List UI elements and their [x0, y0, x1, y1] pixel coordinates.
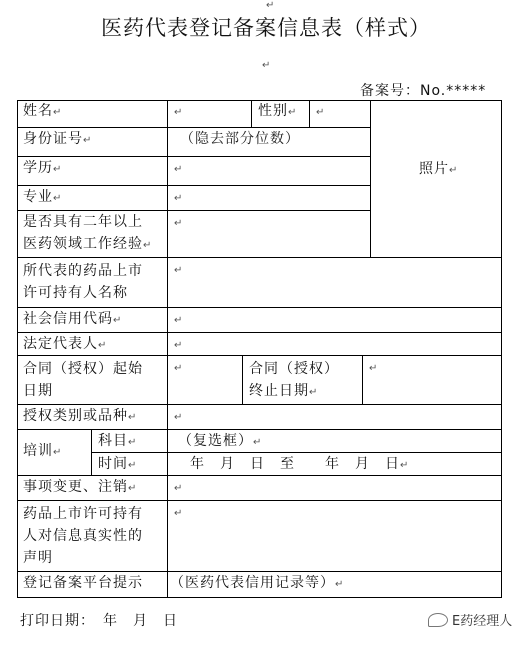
photo-label: 照片	[419, 161, 449, 177]
name-label: 姓名↵	[17, 100, 168, 128]
contract-start-label: 合同（授权）起始 日期	[17, 356, 168, 405]
watermark: E药经理人	[428, 610, 512, 629]
photo-box: 照片↵	[371, 100, 502, 258]
paragraph-mark: ↵	[262, 60, 271, 71]
name-value: ↵	[168, 100, 252, 128]
credit-code-value: ↵	[168, 308, 502, 333]
subject-value: （复选框）↵	[168, 430, 502, 453]
subject-label: 科目↵	[92, 430, 168, 453]
mah-name-label: 所代表的药品上市 许可持有人名称	[17, 258, 168, 308]
id-number-hint: （隐去部分位数）	[168, 128, 371, 157]
experience-value: ↵	[168, 211, 371, 258]
id-number-label: 身份证号↵	[17, 128, 168, 157]
legal-rep-value: ↵	[168, 333, 502, 356]
legal-rep-label: 法定代表人↵	[17, 333, 168, 356]
time-label: 时间↵	[92, 453, 168, 476]
training-label: 培训↵	[17, 430, 92, 476]
paragraph-mark: ↵	[266, 0, 275, 11]
credit-code-label: 社会信用代码↵	[17, 308, 168, 333]
record-number: 备案号：No.*****	[360, 83, 487, 99]
wechat-icon	[428, 613, 448, 627]
platform-hint: （医药代表信用记录等）↵	[170, 575, 345, 591]
education-label: 学历↵	[17, 157, 168, 186]
changes-label: 事项变更、注销↵	[17, 476, 168, 501]
changes-value: ↵	[168, 476, 502, 501]
auth-category-value: ↵	[168, 405, 502, 430]
major-label: 专业↵	[17, 186, 168, 211]
contract-end-value: ↵	[363, 356, 502, 405]
education-value: ↵	[168, 157, 371, 186]
contract-end-label: 合同（授权） 终止日期↵	[243, 356, 363, 405]
page-title: 医药代表登记备案信息表（样式）	[101, 16, 431, 40]
auth-category-label: 授权类别或品种↵	[17, 405, 168, 430]
platform-label: 登记备案平台提示	[17, 572, 168, 598]
declaration-label: 药品上市许可持有 人对信息真实性的 声明	[17, 501, 168, 572]
experience-label: 是否具有二年以上 医药领域工作经验↵	[17, 211, 168, 258]
major-value: ↵	[168, 186, 371, 211]
contract-start-value: ↵	[168, 356, 243, 405]
time-value: 年 月 日 至 年 月 日↵	[168, 453, 502, 476]
print-date: 打印日期： 年 月 日	[20, 613, 178, 629]
declaration-value: ↵	[168, 501, 502, 572]
gender-value: ↵	[310, 100, 371, 128]
gender-label: 性别↵	[252, 100, 310, 128]
mah-name-value: ↵	[168, 258, 502, 308]
